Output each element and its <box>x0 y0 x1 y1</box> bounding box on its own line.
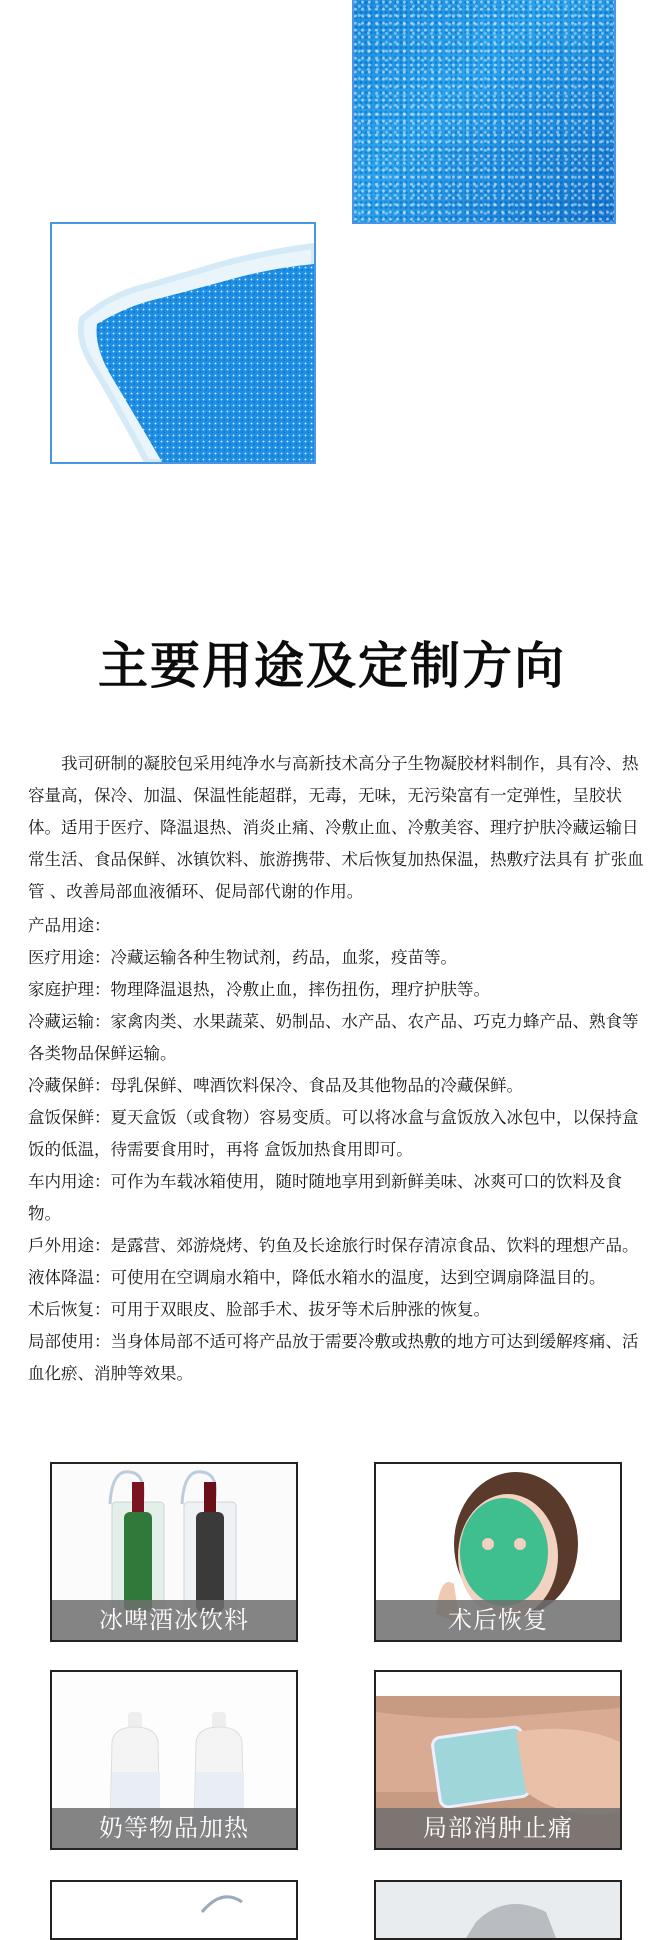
card-milk-warming <box>50 1670 298 1850</box>
gel-texture-image <box>352 0 616 224</box>
use-item: 局部使用：当身体局部不适可将产品放于需要冷敷或热敷的地方可达到缓解疼痛、活血化瘀、消肿等效果。 <box>28 1332 639 1383</box>
uses-title: 产品用途： <box>28 916 111 935</box>
use-item: 冷藏运输：家禽肉类、水果蔬菜、奶制品、水产品、农产品、巧克力蜂产品、熟食等各类物品保鲜运输。 <box>28 1012 639 1063</box>
card-partial <box>50 1880 298 1940</box>
use-item: 术后恢复：可用于双眼皮、脸部手术、拔牙等术后肿涨的恢复。 <box>28 1300 490 1319</box>
use-item: 冷藏保鲜：母乳保鲜、啤酒饮料保冷、食品及其他物品的冷藏保鲜。 <box>28 1076 523 1095</box>
use-item: 戶外用途：是露营、郊游烧烤、钓鱼及长途旅行时保存清凉食品、饮料的理想产品。 <box>28 1236 639 1255</box>
uses-list <box>28 910 648 1390</box>
card-post-surgery <box>374 1462 622 1642</box>
gel-pack-closeup-image <box>50 222 316 464</box>
use-item: 家庭护理：物理降温退热，冷敷止血，摔伤扭伤，理疗护肤等。 <box>28 980 490 999</box>
use-item: 车内用途：可作为车载冰箱使用，随时随地享用到新鲜美味、冰爽可口的饮料及食物。 <box>28 1172 622 1223</box>
use-item: 液体降温：可使用在空调扇水箱中，降低水箱水的温度，达到空调扇降温目的。 <box>28 1268 606 1287</box>
card-partial <box>374 1880 622 1940</box>
card-caption: 冰啤酒冰饮料 <box>52 1600 296 1640</box>
use-item: 盒饭保鲜：夏天盒饭（或食物）容易变质。可以将冰盒与盒饭放入冰包中，以保持盒饭的低温，待需要食用时，再将 盒饭加热食用即可。 <box>28 1108 639 1159</box>
use-item: 医疗用途：冷藏运输各种生物试剂，药品，血浆，疫苗等。 <box>28 948 457 967</box>
card-caption: 术后恢复 <box>376 1600 620 1640</box>
intro-paragraph: 我司研制的凝胶包采用纯净水与高新技术高分子生物凝胶材料制作，具有冷、热容量高，保冷、加温、保温性能超群，无毒，无味，无污染富有一定弹性，呈胶状体。适用于医疗、降温退热、消炎止痛、冷敷止血、冷敷美容、理疗护肤冷藏运输日常生活、食品保鲜、冰镇饮料、旅游携带、术后恢复加热保温，热敷疗法具有 扩张血管 、改善局部血液循环、促局部代谢的作用。 <box>28 754 644 901</box>
card-swelling-relief <box>374 1670 622 1850</box>
card-caption: 奶等物品加热 <box>52 1808 296 1848</box>
card-beer-drinks <box>50 1462 298 1642</box>
card-caption: 局部消肿止痛 <box>376 1808 620 1848</box>
page-title: 主要用途及定制方向 <box>98 637 566 695</box>
